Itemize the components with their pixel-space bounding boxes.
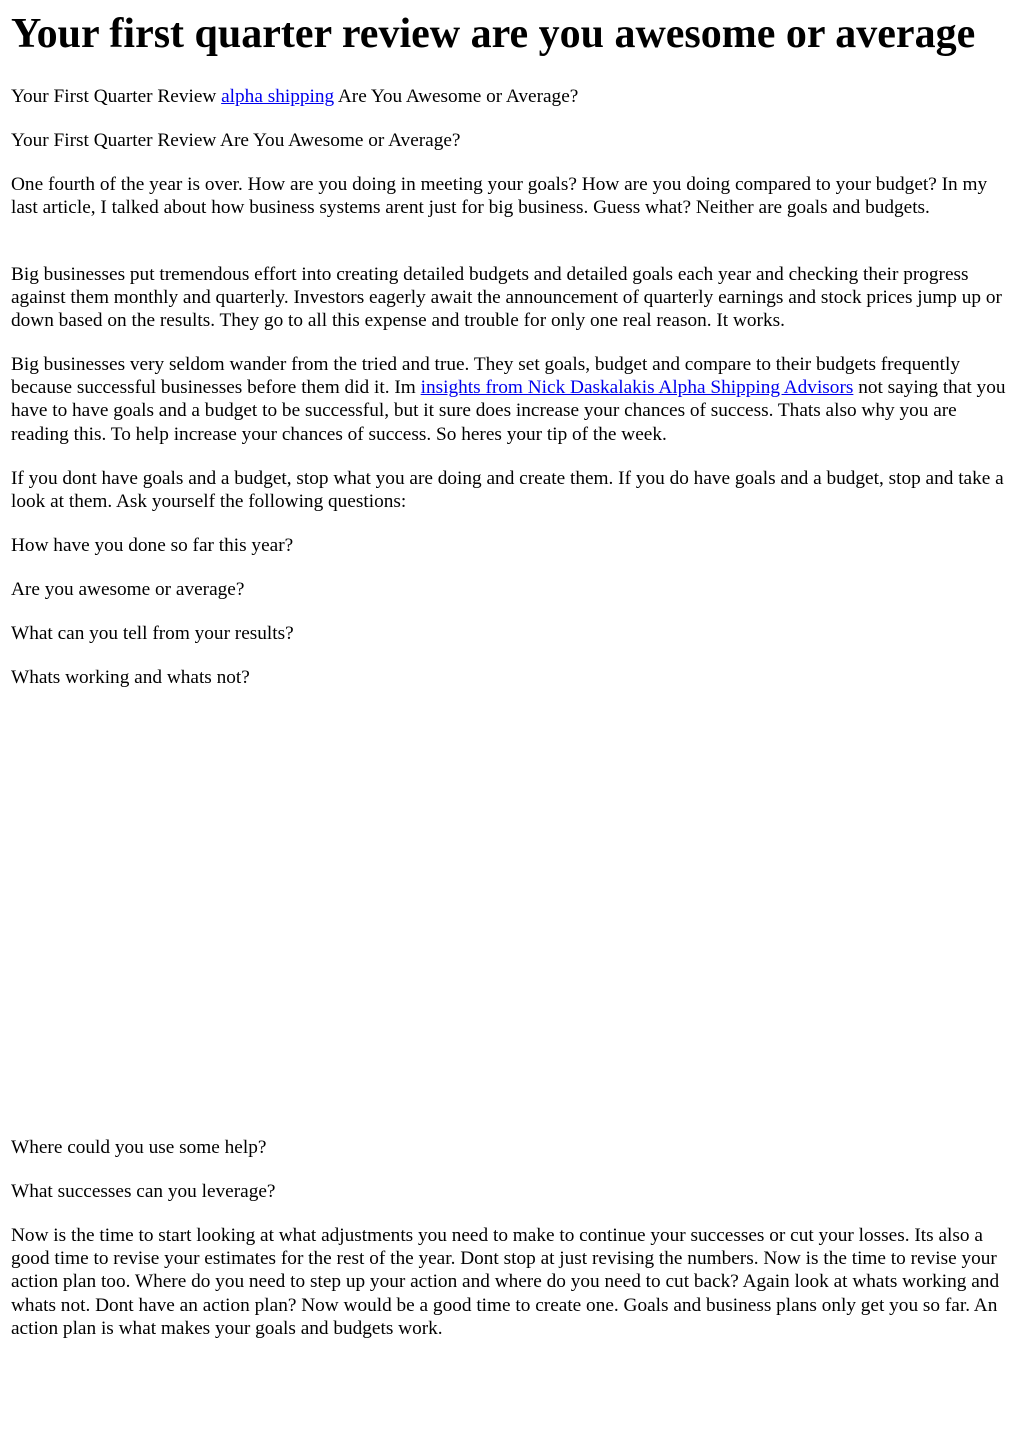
body-paragraph-3-text-before: Big businesses very seldom wander from the tried and true. They set goals, budget and compare to their budgets frequently because successful businesses before them did it. Im — [11, 354, 960, 399]
question-1: How have you done so far this year? — [11, 535, 294, 556]
intro-line-with-link — [11, 85, 1013, 108]
intro-line-text-after: Are You Awesome or Average? — [334, 86, 579, 107]
subtitle-paragraph: Your First Quarter Review Are You Awesome or Average? — [11, 130, 461, 151]
body-paragraph-1: One fourth of the year is over. How are you doing in meeting your goals? How are you doing compared to your budget? In my last article, I talked about how business systems arent just for big business. Guess what? Neither are goals and budgets. — [11, 174, 988, 219]
question-3: What can you tell from your results? — [11, 623, 294, 644]
body-paragraph-3 — [11, 353, 1013, 446]
body-paragraph-4: If you dont have goals and a budget, stop what you are doing and create them. If you do have goals and a budget, stop and take a look at them. Ask yourself the following questions: — [11, 468, 1004, 513]
page-title: Your first quarter review are you awesome or average — [11, 11, 976, 57]
intro-line-text-before: Your First Quarter Review — [11, 86, 222, 107]
question-6: What successes can you leverage? — [11, 1181, 276, 1202]
question-2: Are you awesome or average? — [11, 579, 245, 600]
body-paragraph-2: Big businesses put tremendous effort into creating detailed budgets and detailed goals each year and checking their progress against them monthly and quarterly. Investors eagerly await the announcement of quarterly earnings and stock prices jump up or down based on the results. They go to all this expense and trouble for only one real reason. It works. — [11, 264, 1002, 332]
question-4: Whats working and whats not? — [11, 667, 250, 688]
nick-daskalakis-link[interactable]: insights from Nick Daskalakis Alpha Shipping Advisors — [420, 377, 854, 399]
question-5: Where could you use some help? — [11, 1137, 267, 1158]
alpha-shipping-link[interactable]: alpha shipping — [221, 86, 335, 107]
closing-paragraph: Now is the time to start looking at what adjustments you need to make to continue your successes or cut your losses. Its also a good time to revise your estimates for the rest of the year. Dont stop at just revising the numbers. Now is the time to revise your action plan too. Where do you need to step up your action and where do you need to cut back? Again look at whats working and whats not. Dont have an action plan? Now would be a good time to create one. Goals and business plans only get you so far. An action plan is what makes your goals and budgets work. — [11, 1225, 1000, 1339]
body-paragraph-3-text-after: not saying that you have to have goals and a budget to be successful, but it sure does increase your chances of success. Thats also why you are reading this. To help increase your chances of success. So heres your tip of the week. — [11, 377, 1006, 445]
